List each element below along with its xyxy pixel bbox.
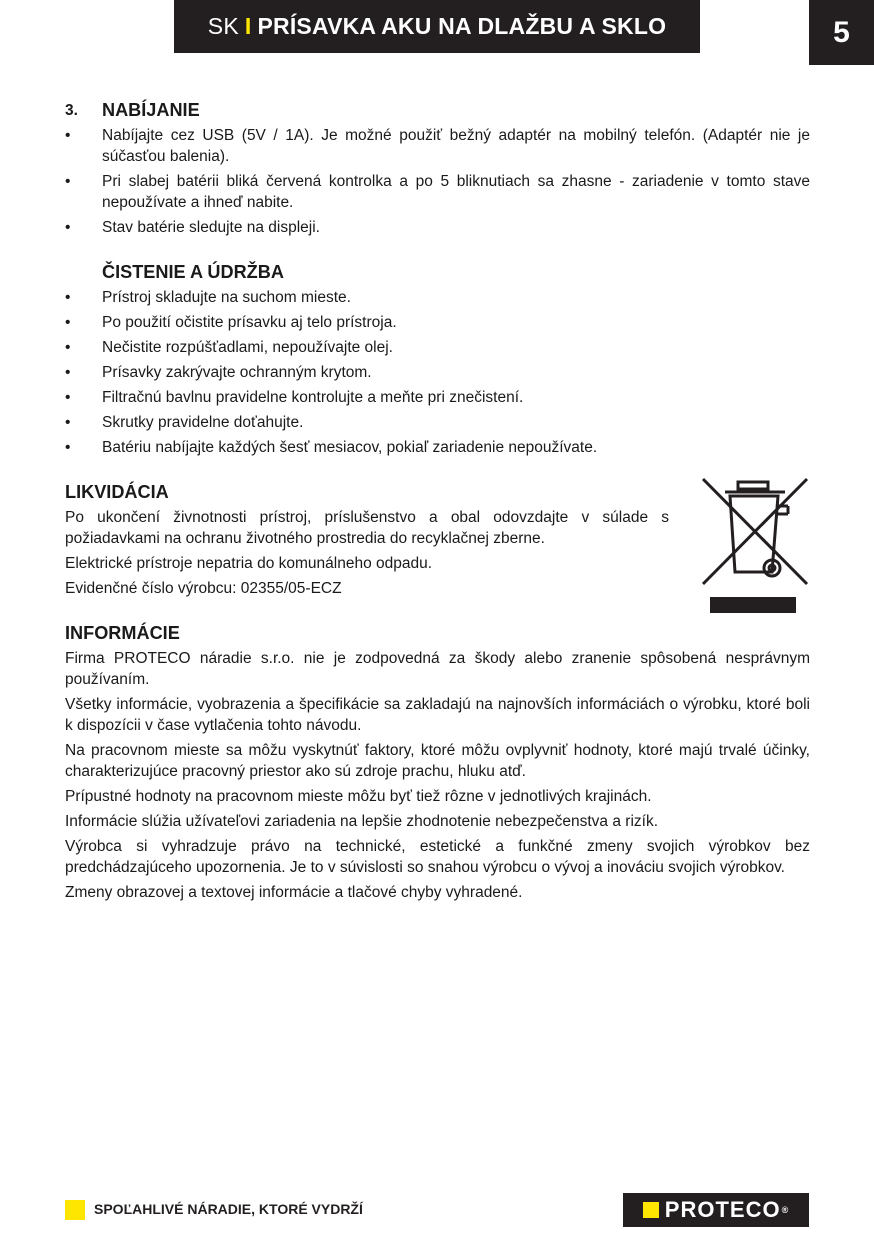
info-paragraph: Informácie slúžia užívateľovi zariadenia na lepšie zhodnotenie nebezpečenstva a rizík. (65, 813, 659, 830)
list-item: • Pri slabej batérii bliká červená kontrolka a po 5 bliknutiach sa zhasne - zariadenie v tomto stave nepoužívate a ihneď nabite. (65, 171, 810, 213)
info-paragraph: Zmeny obrazovej a textovej informácie a tlačové chyby vyhradené. (65, 884, 523, 901)
section-number: 3. (65, 102, 78, 119)
info-paragraph: Firma PROTECO náradie s.r.o. nie je zodpovedná za škody alebo zranenie spôsobená nesprávnym používaním. (65, 650, 810, 688)
info-section (65, 623, 810, 903)
disposal-section (65, 482, 810, 599)
list-item: • Batériu nabíjajte každých šesť mesiacov, pokiaľ zariadenie nepoužívate. (65, 437, 810, 458)
maintenance-section (65, 262, 810, 458)
charging-heading: NABÍJANIE (102, 100, 200, 120)
disposal-paragraph: Evidenčné číslo výrobcu: 02355/05-ECZ (65, 580, 342, 597)
info-paragraph: Výrobca si vyhradzuje právo na technické, estetické a funkčné zmeny svojich výrobkov bez predchádzajúceho upozornenia. Je to v súvislosti so snahou výrobcu o vývoj a inováciu svojich výrobkov. (65, 838, 810, 876)
info-paragraph: Prípustné hodnoty na pracovnom mieste môžu byť tiež rôzne v jednotlivých krajinách. (65, 788, 652, 805)
charging-section (65, 100, 810, 238)
list-item: • Nečistite rozpúšťadlami, nepoužívajte olej. (65, 337, 810, 358)
footer-slogan: SPOĽAHLIVÉ NÁRADIE, KTORÉ VYDRŽÍ (94, 1201, 363, 1217)
charging-list (65, 125, 810, 238)
list-item: • Prístroj skladujte na suchom mieste. (65, 287, 810, 308)
page-content (65, 100, 810, 903)
info-paragraph: Všetky informácie, vyobrazenia a špecifikácie sa zakladajú na najnovších informáciách o výrobku, ktoré boli k dispozícii v čase vytlačenia tohto návodu. (65, 696, 810, 734)
list-item: • Filtračnú bavlnu pravidelne kontrolujte a meňte pri znečistení. (65, 387, 810, 408)
list-item: • Stav batérie sledujte na displeji. (65, 217, 810, 238)
info-heading: INFORMÁCIE (65, 623, 180, 643)
language-code: SK (207, 13, 239, 39)
list-item: • Nabíjajte cez USB (5V / 1A). Je možné použiť bežný adaptér na mobilný telefón. (Adaptér nie je súčasťou balenia). (65, 125, 810, 167)
maintenance-heading: ČISTENIE A ÚDRŽBA (102, 262, 284, 282)
info-paragraph: Na pracovnom mieste sa môžu vyskytnúť faktory, ktoré môžu ovplyvniť hodnoty, ktoré majú trvalé účinky, charakterizujúce pracovný priestor ako sú zdroje prachu, hluku atď. (65, 742, 810, 780)
slogan-square-icon (65, 1200, 85, 1220)
list-item: • Prísavky zakrývajte ochranným krytom. (65, 362, 810, 383)
disposal-paragraph: Po ukončení živnotnosti prístroj, príslušenstvo a obal odovzdajte v súlade s požiadavkami na ochranu životného prostredia do recyklačnej zberne. (65, 509, 669, 547)
logo-square-icon (643, 1202, 659, 1218)
maintenance-list (65, 287, 810, 458)
crossed-out-wheelie-bin-icon (700, 474, 810, 614)
header-separator: I (244, 13, 252, 39)
logo-registered-mark: ® (781, 1205, 790, 1215)
document-title: PRÍSAVKA AKU NA DLAŽBU A SKLO (257, 13, 667, 39)
logo-text: PROTECO (664, 1197, 781, 1222)
disposal-heading: LIKVIDÁCIA (65, 482, 169, 502)
list-item: • Po použití očistite prísavku aj telo prístroja. (65, 312, 810, 333)
disposal-paragraph: Elektrické prístroje nepatria do komunálneho odpadu. (65, 555, 433, 572)
document-header (174, 0, 700, 53)
list-item: • Skrutky pravidelne doťahujte. (65, 412, 810, 433)
disposal-text (65, 482, 669, 599)
page-number: 5 (809, 0, 874, 65)
proteco-logo (623, 1193, 809, 1227)
